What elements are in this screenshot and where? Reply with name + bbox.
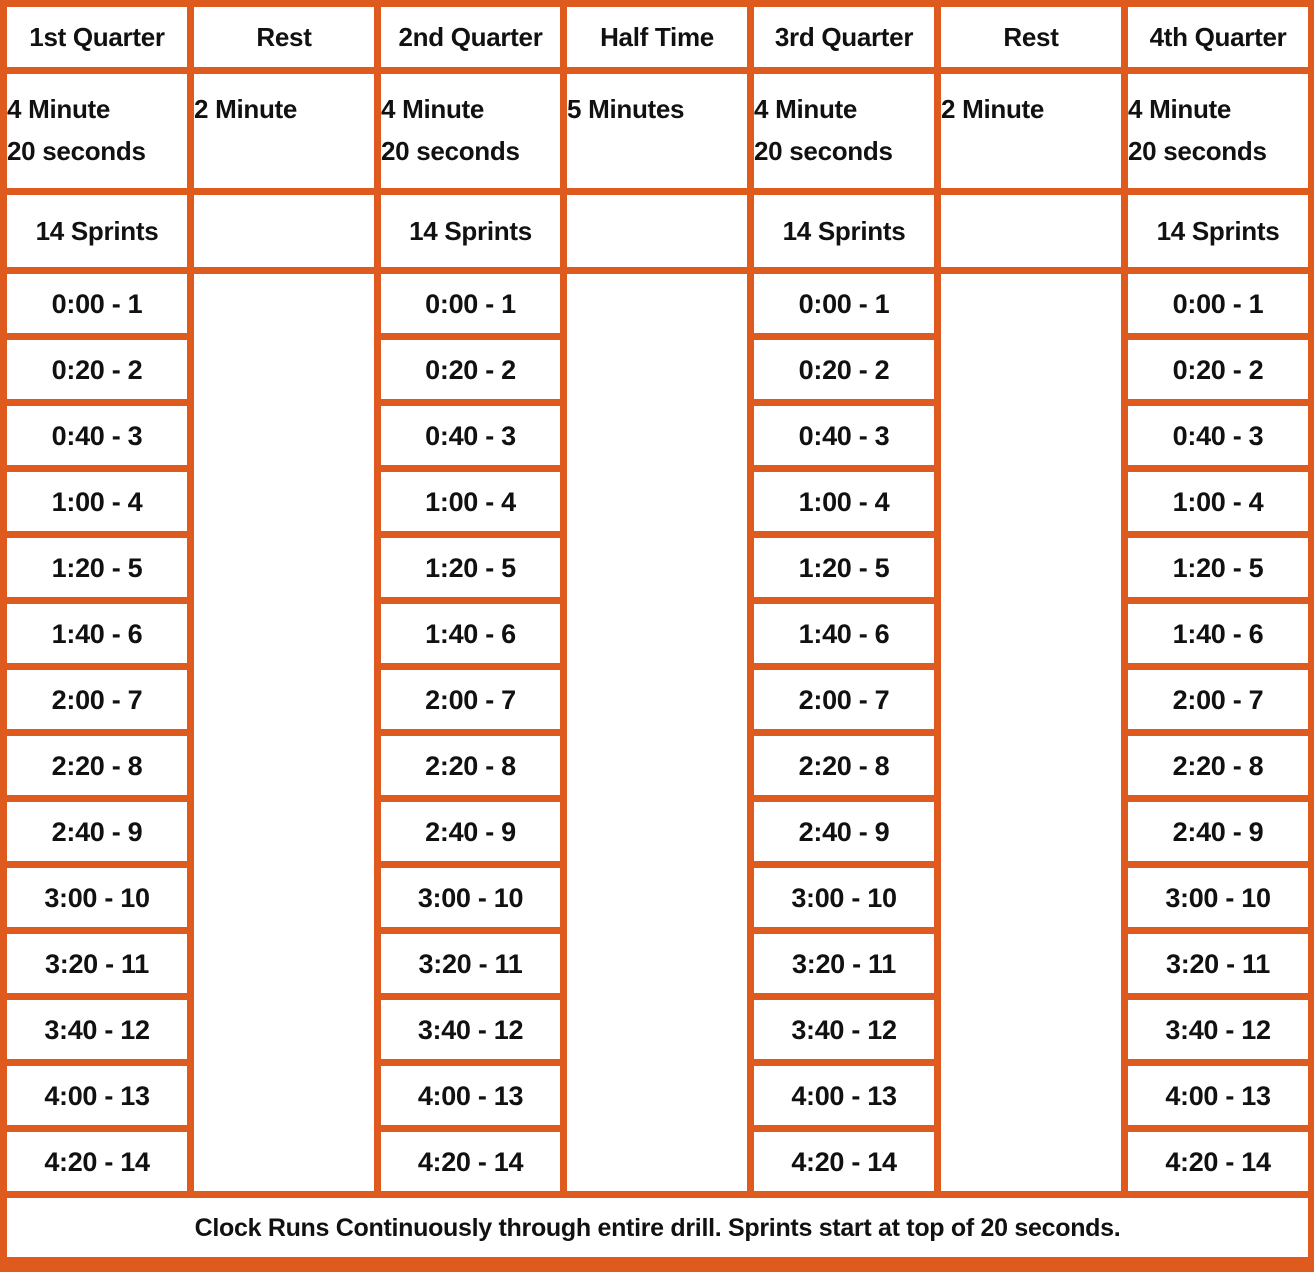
- sprint-time-cell: 3:20 - 11: [381, 934, 560, 993]
- sprint-time-cell: 0:00 - 1: [754, 274, 934, 333]
- sprint-time-cell: 0:40 - 3: [1128, 406, 1308, 465]
- sprint-time-cell: 1:20 - 5: [381, 538, 560, 597]
- duration-cell: [754, 74, 934, 188]
- column-header: Rest: [941, 7, 1121, 67]
- rest-period-cell: [941, 274, 1121, 1191]
- sprint-time-cell: 0:20 - 2: [1128, 340, 1308, 399]
- sprint-time-cell: 4:00 - 13: [754, 1066, 934, 1125]
- sprint-time-cell: 4:20 - 14: [7, 1132, 187, 1191]
- sprint-time-cell: 4:20 - 14: [1128, 1132, 1308, 1191]
- rest-period-cell: [567, 274, 747, 1191]
- sprint-time-cell: 1:40 - 6: [1128, 604, 1308, 663]
- sprint-time-cell: 0:40 - 3: [381, 406, 560, 465]
- sprint-time-cell: 0:00 - 1: [1128, 274, 1308, 333]
- column-header: Rest: [194, 7, 374, 67]
- duration-cell: [941, 74, 1121, 188]
- sprint-time-cell: 1:40 - 6: [754, 604, 934, 663]
- sprint-time-cell: 2:40 - 9: [1128, 802, 1308, 861]
- sprint-time-cell: 2:20 - 8: [754, 736, 934, 795]
- sprint-time-cell: 1:20 - 5: [754, 538, 934, 597]
- sprint-time-cell: 1:40 - 6: [7, 604, 187, 663]
- sprint-time-cell: 1:00 - 4: [7, 472, 187, 531]
- duration-line: 2 Minute: [194, 94, 298, 124]
- sprint-time-cell: 2:40 - 9: [7, 802, 187, 861]
- sprint-time-cell: 0:20 - 2: [754, 340, 934, 399]
- sprint-time-cell: 3:00 - 10: [754, 868, 934, 927]
- sprint-time-cell: 3:20 - 11: [7, 934, 187, 993]
- duration-line: 20 seconds: [7, 136, 146, 166]
- column-header: 2nd Quarter: [381, 7, 560, 67]
- sprint-time-cell: 1:00 - 4: [381, 472, 560, 531]
- sprint-time-cell: 2:20 - 8: [381, 736, 560, 795]
- duration-line: 2 Minute: [941, 94, 1045, 124]
- sprint-count-cell: 14 Sprints: [754, 195, 934, 267]
- sprint-time-cell: 0:00 - 1: [381, 274, 560, 333]
- sprint-time-cell: 3:00 - 10: [381, 868, 560, 927]
- sprint-count-cell: 14 Sprints: [7, 195, 187, 267]
- duration-cell: [567, 74, 747, 188]
- column-header: 4th Quarter: [1128, 7, 1308, 67]
- sprint-time-cell: 3:40 - 12: [7, 1000, 187, 1059]
- sprint-time-cell: 2:40 - 9: [381, 802, 560, 861]
- duration-line: 4 Minute: [381, 94, 485, 124]
- duration-line: 20 seconds: [1128, 136, 1267, 166]
- footer-note: Clock Runs Continuously through entire drill. Sprints start at top of 20 seconds.: [7, 1198, 1308, 1257]
- sprint-time-cell: 0:00 - 1: [7, 274, 187, 333]
- sprint-time-cell: 3:00 - 10: [1128, 868, 1308, 927]
- sprint-time-cell: 0:20 - 2: [7, 340, 187, 399]
- sprint-time-cell: 2:00 - 7: [381, 670, 560, 729]
- sprint-time-cell: 3:40 - 12: [381, 1000, 560, 1059]
- sprint-time-cell: 4:00 - 13: [1128, 1066, 1308, 1125]
- sprint-time-cell: 0:40 - 3: [754, 406, 934, 465]
- duration-line: 4 Minute: [1128, 94, 1232, 124]
- column-header: 3rd Quarter: [754, 7, 934, 67]
- sprint-time-cell: 1:40 - 6: [381, 604, 560, 663]
- column-header: 1st Quarter: [7, 7, 187, 67]
- rest-period-cell: [194, 274, 374, 1191]
- duration-cell: [194, 74, 374, 188]
- sprint-time-cell: 1:20 - 5: [7, 538, 187, 597]
- sprint-time-cell: 3:40 - 12: [754, 1000, 934, 1059]
- duration-cell: [1128, 74, 1308, 188]
- sprint-time-cell: 1:20 - 5: [1128, 538, 1308, 597]
- duration-cell: [7, 74, 187, 188]
- sprint-time-cell: 2:00 - 7: [754, 670, 934, 729]
- sprint-time-cell: 2:20 - 8: [7, 736, 187, 795]
- sprint-count-cell: 14 Sprints: [381, 195, 560, 267]
- sprint-time-cell: 0:40 - 3: [7, 406, 187, 465]
- sprint-time-cell: 2:40 - 9: [754, 802, 934, 861]
- duration-line: 4 Minute: [7, 94, 111, 124]
- sprint-time-cell: 3:20 - 11: [754, 934, 934, 993]
- sprint-time-cell: 2:20 - 8: [1128, 736, 1308, 795]
- duration-line: 5 Minutes: [567, 94, 685, 124]
- sprint-time-cell: 4:00 - 13: [7, 1066, 187, 1125]
- sprint-time-cell: 1:00 - 4: [754, 472, 934, 531]
- sprint-time-cell: 2:00 - 7: [1128, 670, 1308, 729]
- sprint-time-cell: 1:00 - 4: [1128, 472, 1308, 531]
- duration-line: 20 seconds: [381, 136, 520, 166]
- duration-line: 4 Minute: [754, 94, 858, 124]
- sprint-time-cell: 4:20 - 14: [381, 1132, 560, 1191]
- duration-cell: [381, 74, 560, 188]
- sprint-time-cell: 4:00 - 13: [381, 1066, 560, 1125]
- sprint-count-cell: [194, 195, 374, 267]
- sprint-count-cell: 14 Sprints: [1128, 195, 1308, 267]
- sprint-count-cell: [941, 195, 1121, 267]
- sprint-time-cell: 3:20 - 11: [1128, 934, 1308, 993]
- sprint-time-cell: 0:20 - 2: [381, 340, 560, 399]
- sprint-time-cell: 3:00 - 10: [7, 868, 187, 927]
- sprint-time-cell: 2:00 - 7: [7, 670, 187, 729]
- duration-line: 20 seconds: [754, 136, 893, 166]
- sprint-time-cell: 4:20 - 14: [754, 1132, 934, 1191]
- sprint-count-cell: [567, 195, 747, 267]
- column-header: Half Time: [567, 7, 747, 67]
- sprint-time-cell: 3:40 - 12: [1128, 1000, 1308, 1059]
